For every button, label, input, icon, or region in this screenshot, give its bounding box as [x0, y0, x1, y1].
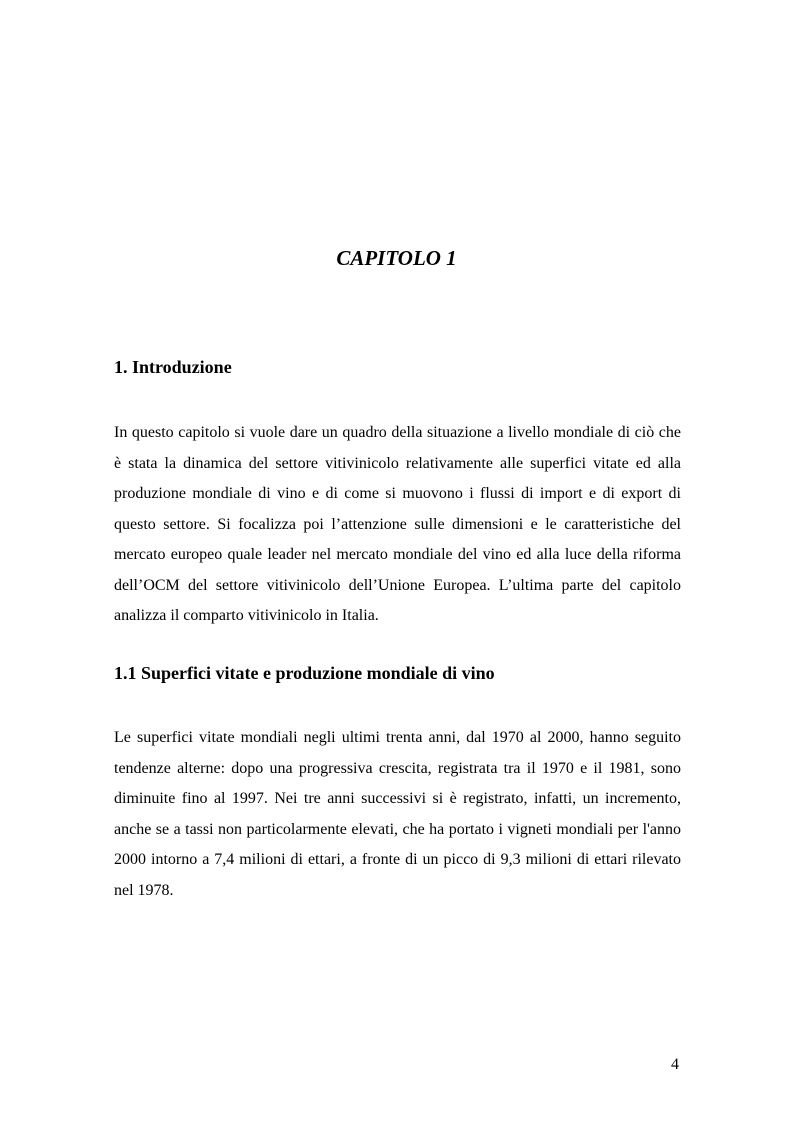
section-heading-superfici-vitate: 1.1 Superfici vitate e produzione mondiale di vino	[114, 663, 495, 683]
paragraph-introduzione: In questo capitolo si vuole dare un quadro della situazione a livello mondiale di ciò che è stata la dinamica del settore vitivinicolo relativamente alle superfici vitate ed alla produzione mondiale di vino e di come si muovono i flussi di import e di export di questo settore. Si focalizza poi l’attenzione sulle dimensioni e le caratteristiche del mercato europeo quale leader nel mercato mondiale del vino ed alla luce della riforma dell’OCM del settore vitivinicolo dell’Unione Europea. L’ultima parte del capitolo analizza il comparto vitivinicolo in Italia.	[114, 424, 681, 624]
section-heading-introduzione: 1. Introduzione	[114, 357, 232, 377]
chapter-title: CAPITOLO 1	[336, 246, 457, 270]
page-number: 4	[671, 1056, 679, 1073]
paragraph-superfici-vitate: Le superfici vitate mondiali negli ultimi trenta anni, dal 1970 al 2000, hanno seguito tendenze alterne: dopo una progressiva crescita, registrata tra il 1970 e il 1981, sono diminuite fino al 1997. Nei tre anni successivi si è registrato, infatti, un incremento, anche se a tassi non particolarmente elevati, che ha portato i vigneti mondiali per l'anno 2000 intorno a 7,4 milioni di ettari, a fronte di un picco di 9,3 milioni di ettari rilevato nel 1978.	[114, 729, 681, 899]
